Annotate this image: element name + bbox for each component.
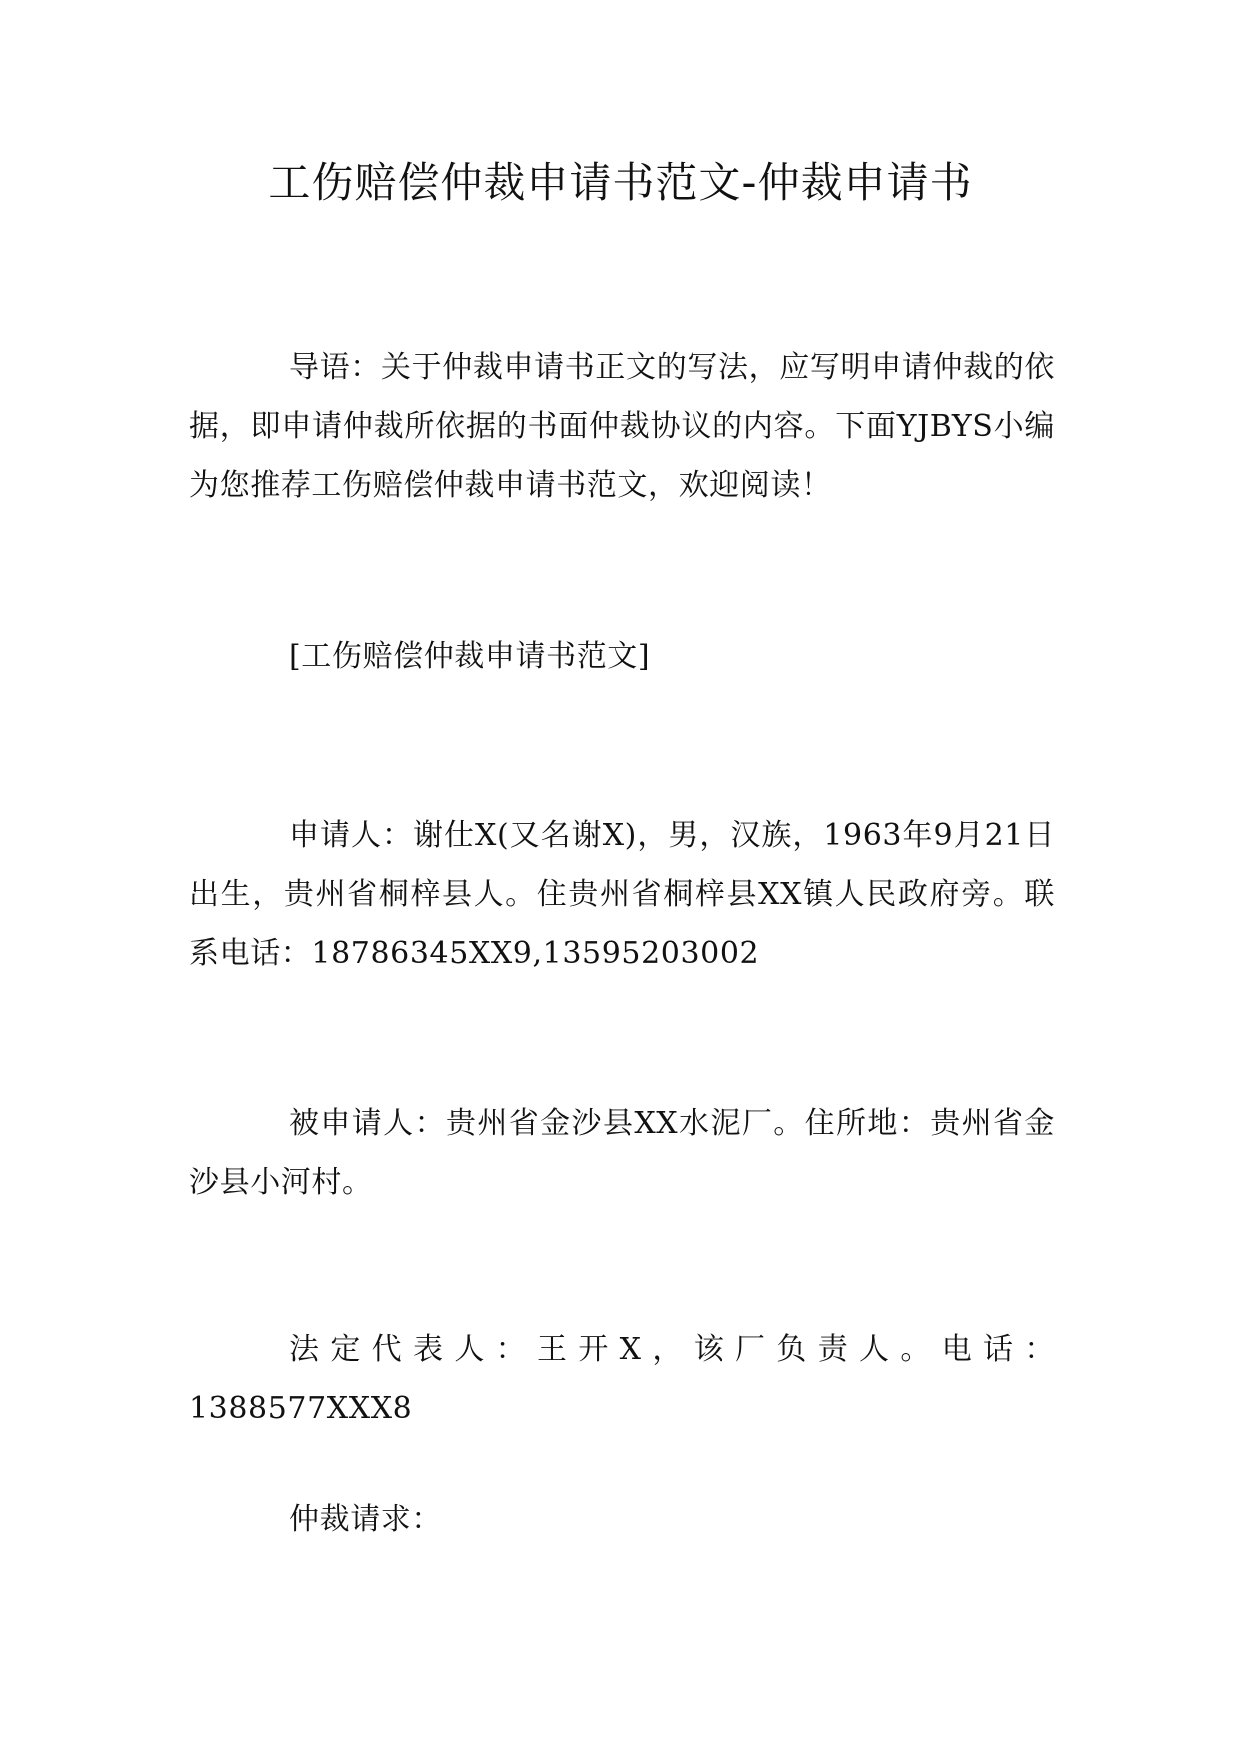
section-heading: [工伤赔偿仲裁申请书范文] (289, 639, 651, 674)
document-title: 工伤赔偿仲裁申请书范文-仲裁申请书 (268, 158, 973, 207)
arbitration-requests-heading: 仲裁请求： (289, 1502, 442, 1537)
intro-paragraph: 导语：关于仲裁申请书正文的写法，应写明申请仲裁的依据，即申请仲裁所依据的书面仲裁协议的内容。下面YJBYS小编为您推荐工伤赔偿仲裁申请书范文，欢迎阅读！ (189, 350, 1055, 503)
legal-representative-paragraph: 法定代表人：王开X，该厂负责人。电话：1388577XXX8 (189, 1332, 1055, 1426)
respondent-paragraph: 被申请人：贵州省金沙县XX水泥厂。住所地：贵州省金沙县小河村。 (189, 1106, 1055, 1200)
applicant-paragraph: 申请人：谢仕X(又名谢X)，男，汉族，1963年9月21日出生，贵州省桐梓县人。住贵州省桐梓县XX镇人民政府旁。联系电话：18786345XX9,13595203002 (189, 818, 1055, 971)
